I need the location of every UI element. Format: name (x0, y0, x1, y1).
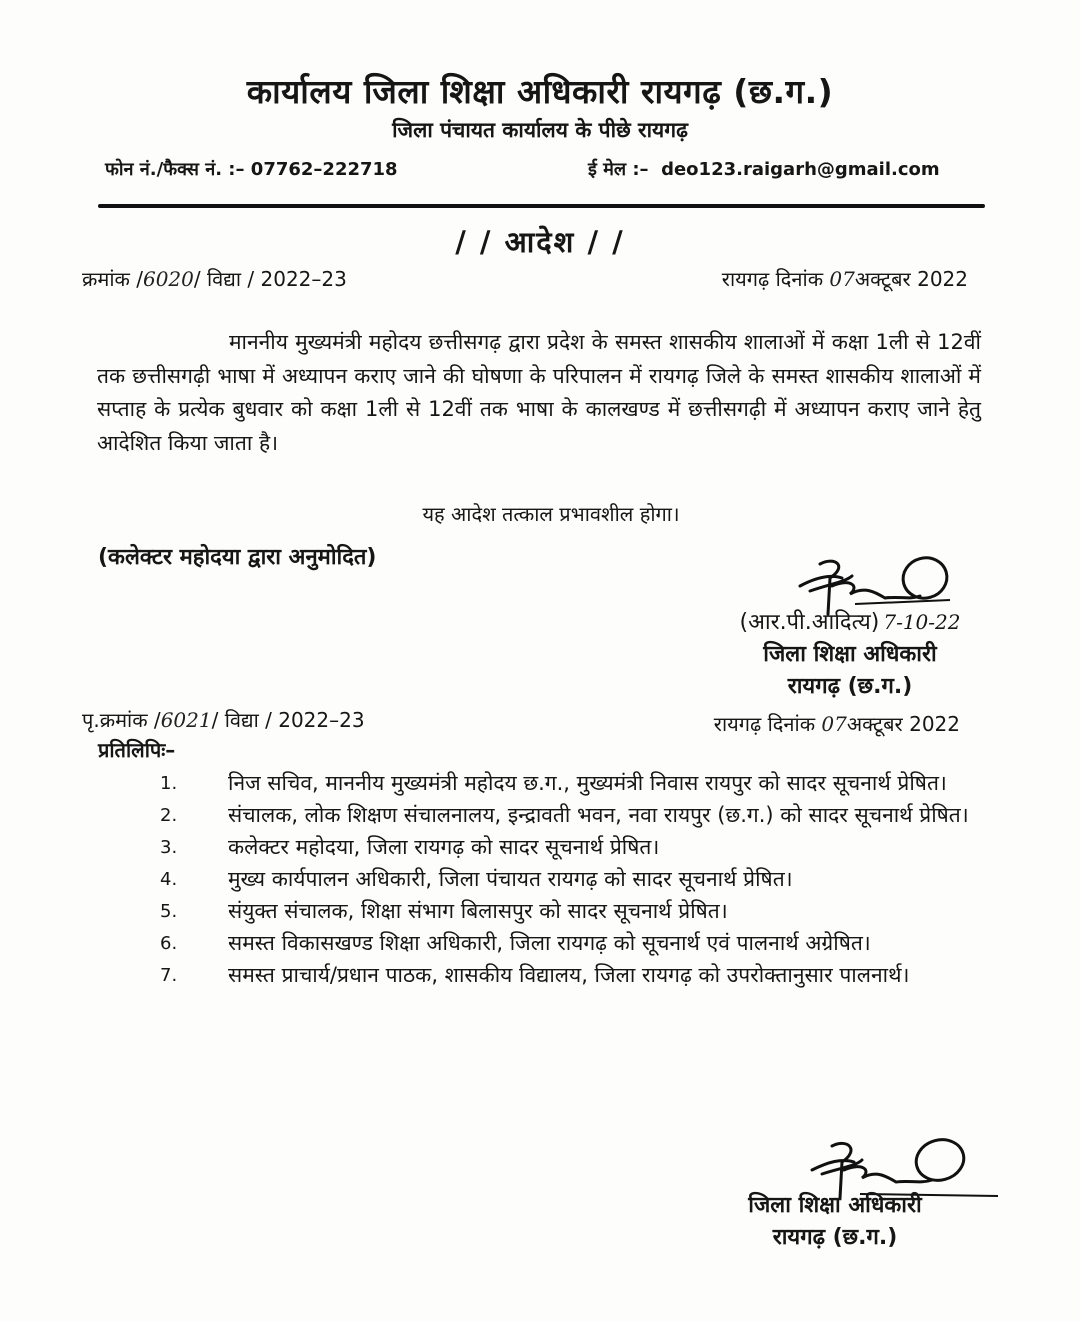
ref-suffix: / विद्या / 2022–23 (193, 267, 347, 291)
signatory-designation-2: जिला शिक्षा अधिकारी (748, 1193, 922, 1218)
signatory-name: (आर.पी.आदित्य) (739, 610, 880, 635)
item-number: 1. (160, 773, 178, 794)
copy-ref-number-handwritten: 6021 (160, 708, 212, 732)
item-text: संयुक्त संचालक, शिक्षा संभाग बिलासपुर को सादर सूचनार्थ प्रेषित। (228, 899, 728, 923)
signatory-place: रायगढ़ (छ.ग.) (787, 674, 913, 699)
signature-date-handwritten: 7-10-22 (883, 610, 961, 634)
header-divider (98, 204, 985, 208)
list-item (160, 832, 980, 863)
date-prefix: रायगढ़ दिनांक (721, 267, 824, 291)
phone-label: फोन नं./फैक्स नं. :– (105, 159, 245, 180)
approval-note: (कलेक्टर महोदया द्वारा अनुमोदित) (98, 545, 377, 570)
item-number: 3. (160, 837, 178, 858)
item-text: समस्त प्राचार्य/प्रधान पाठक, शासकीय विद्यालय, जिला रायगढ़ को उपरोक्तानुसार पालनार्थ। (228, 963, 910, 987)
copy-ref-prefix: पृ.क्रमांक / (82, 708, 161, 732)
item-number: 4. (160, 869, 178, 890)
copy-date-suffix: अक्टूबर 2022 (846, 712, 960, 736)
item-text: समस्त विकासखण्ड शिक्षा अधिकारी, जिला रायगढ़ को सूचनार्थ एवं पालनार्थ अग्रेषित। (228, 931, 871, 955)
signature-1-block (700, 606, 1000, 703)
signatory-place-2: रायगढ़ (छ.ग.) (772, 1225, 898, 1250)
copy-date-prefix: रायगढ़ दिनांक (713, 712, 816, 736)
item-text: कलेक्टर महोदया, जिला रायगढ़ को सादर सूचनार्थ प्रेषित। (228, 835, 660, 859)
item-text: निज सचिव, माननीय मुख्यमंत्री महोदय छ.ग., मुख्यमंत्री निवास रायपुर को सादर सूचनार्थ प्रेषित। (228, 771, 947, 795)
email-line (588, 157, 940, 181)
signature-2-block (700, 1190, 970, 1254)
phone-number: 07762–222718 (250, 159, 398, 180)
copy-reference (82, 706, 365, 733)
order-date (722, 265, 968, 292)
list-item (160, 960, 980, 991)
ref-number-handwritten: 6020 (142, 267, 194, 291)
item-number: 5. (160, 901, 178, 922)
copy-recipient-list (160, 768, 980, 992)
ref-prefix: क्रमांक / (82, 267, 143, 291)
office-address: जिला पंचायत कार्यालय के पीछे रायगढ़ (392, 118, 688, 142)
email-label: ई मेल :– (588, 159, 649, 180)
item-text: मुख्य कार्यपालन अधिकारी, जिला पंचायत रायगढ़ को सादर सूचनार्थ प्रेषित। (228, 867, 793, 891)
item-text: संचालक, लोक शिक्षण संचालनालय, इन्द्रावती भवन, नवा रायपुर (छ.ग.) को सादर सूचनार्थ प्रेषित। (228, 803, 969, 827)
copy-date (714, 710, 960, 737)
item-number: 7. (160, 965, 178, 986)
email-address: deo123.raigarh@gmail.com (661, 159, 940, 180)
signatory-designation: जिला शिक्षा अधिकारी (763, 642, 937, 667)
phone-line (105, 157, 398, 181)
effect-line: यह आदेश तत्काल प्रभावशील होगा। (422, 502, 680, 526)
copy-to-label: प्रतिलिपिः– (98, 738, 176, 762)
item-number: 6. (160, 933, 178, 954)
copy-ref-suffix: / विद्या / 2022–23 (211, 708, 365, 732)
list-item (160, 928, 980, 959)
office-title: कार्यालय जिला शिक्षा अधिकारी रायगढ़ (छ.ग.) (246, 72, 834, 111)
date-day-handwritten: 07 (829, 267, 855, 291)
copy-date-day-handwritten: 07 (821, 712, 847, 736)
date-suffix: अक्टूबर 2022 (854, 267, 968, 291)
order-heading: / / आदेश / / (455, 225, 625, 259)
order-reference (82, 265, 347, 292)
list-item (160, 864, 980, 895)
item-number: 2. (160, 805, 178, 826)
list-item (160, 896, 980, 927)
list-item (160, 768, 980, 799)
list-item (160, 800, 980, 831)
order-body: माननीय मुख्यमंत्री महोदय छत्तीसगढ़ द्वारा प्रदेश के समस्त शासकीय शालाओं में कक्षा 1ली से 12वीं तक छत्तीसगढ़ी भाषा में अध्यापन कराए जाने की घोषणा के परिपालन में रायगढ़ जिले के समस्त शासकीय शालाओं में सप्ताह के प्रत्येक बुधवार को कक्षा 1ली से 12वीं तक भाषा के कालखण्ड में छत्तीसगढ़ी में अध्यापन कराए जाने हेतु आदेशित किया जाता है। (97, 330, 981, 455)
